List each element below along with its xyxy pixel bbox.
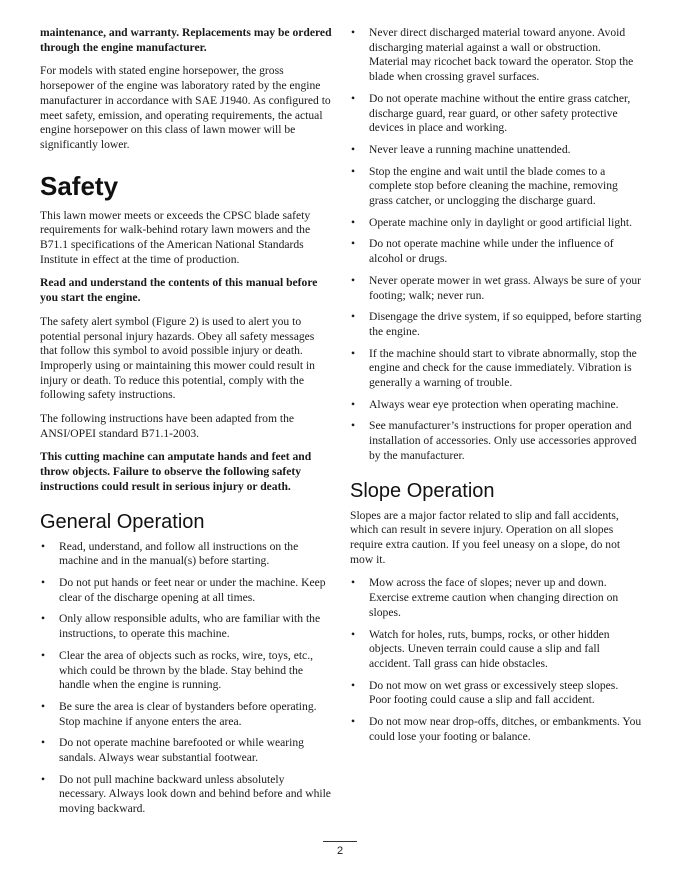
list-item: • Disengage the drive system, if so equipped, before starting the engine. [351, 310, 642, 338]
general-operation-list [40, 540, 332, 817]
list-item: • Never direct discharged material toward anyone. Avoid discharging material against a wall or obstruction. Material may ricochet back toward the operator. Stop the blade when crossing gravel surfaces. [351, 26, 634, 84]
bullet-icon: • [351, 91, 356, 105]
bullet-icon: • [41, 575, 46, 589]
bullet-icon: • [41, 772, 46, 786]
list-item: • Stop the engine and wait until the blade comes to a complete stop before cleaning the machine, removing grass catcher, or unclogging the discharge guard. [351, 164, 618, 208]
safety-intro-paragraph: This lawn mower meets or exceeds the CPSC blade safety requirements for walk-behind rotary lawn mowers and the B71.1 specifications of the American National Standards Institute in effect at the time of production. [40, 208, 311, 266]
general-operation-heading: General Operation [40, 510, 205, 533]
bullet-icon: • [351, 627, 356, 641]
left-column [40, 26, 332, 824]
bullet-icon: • [41, 612, 46, 626]
list-item: • Be sure the area is clear of bystanders before operating. Stop machine if anyone enters the area. [41, 699, 317, 728]
list-item: • Do not mow on wet grass or excessively steep slopes. Poor footing could cause a slip and fall accident. [351, 678, 619, 707]
safety-alert-paragraph: The safety alert symbol (Figure 2) is used to alert you to potential personal injury hazards. Obey all safety messages that follow this symbol to avoid possible injury or death. Improperly using or maintaining this mower could result in injury or death. To reduce this potential, comply with the following safety instructions. [40, 314, 315, 402]
bullet-icon: • [351, 215, 356, 229]
list-item: • Do not operate machine without the entire grass catcher, discharge guard, rear guard, or other safety protective devices in place and working. [351, 91, 631, 135]
list-item: • See manufacturer’s instructions for proper operation and installation of accessories. Only use accessories approved by the manufacturer. [351, 419, 637, 462]
list-item: • Watch for holes, ruts, bumps, rocks, or other hidden objects. Uneven terrain could cause a slip and fall accident. Tall grass can hide obstacles. [351, 627, 610, 670]
bullet-icon: • [41, 539, 46, 553]
list-item: • Do not operate machine while under the influence of alcohol or drugs. [351, 237, 614, 266]
bullet-icon: • [41, 648, 46, 662]
slope-intro-paragraph: Slopes are a major factor related to slip and fall accidents, which can result in severe injury. Operation on all slopes require extra caution. If you feel uneasy on a slope, do not mow it. [350, 508, 621, 566]
list-item: • Mow across the face of slopes; never up and down. Exercise extreme caution when changing direction on slopes. [351, 576, 619, 619]
bullet-icon: • [351, 142, 356, 156]
bullet-icon: • [351, 164, 356, 178]
amputation-warning: This cutting machine can amputate hands and feet and throw objects. Failure to observe the following safety instructions could result in serious injury or death. [40, 450, 312, 493]
slope-operation-list [350, 576, 642, 744]
bullet-icon: • [351, 576, 356, 590]
bullet-icon: • [351, 397, 356, 411]
bullet-icon: • [351, 273, 356, 287]
list-item: • Clear the area of objects such as rocks, wire, toys, etc., which could be thrown by the blade. Stay behind the handle when the engine is running. [41, 648, 314, 692]
list-item: • Never operate mower in wet grass. Always be sure of your footing; walk; never run. [351, 273, 642, 302]
list-item: • Read, understand, and follow all instructions on the machine and in the manual(s) before starting. [41, 539, 299, 568]
list-item: • If the machine should start to vibrate abnormally, stop the engine and check for the cause immediately. Vibration is generally a warning of trouble. [351, 346, 637, 390]
list-item: • Do not operate machine barefooted or while wearing sandals. Always wear substantial footwear. [41, 736, 304, 765]
bullet-icon: • [351, 715, 356, 729]
read-manual-notice: Read and understand the contents of this manual before you start the engine. [40, 276, 318, 305]
list-item: • Always wear eye protection when operating machine. [351, 397, 619, 411]
list-item: • Never leave a running machine unattended. [351, 142, 571, 156]
list-item: • Do not mow near drop-offs, ditches, or embankments. You could lose your footing or balance. [351, 715, 642, 743]
general-operation-list-continued [350, 26, 642, 464]
right-column [350, 26, 642, 751]
bullet-icon: • [351, 419, 356, 433]
footer-divider [323, 841, 357, 842]
list-item: • Operate machine only in daylight or good artificial light. [351, 215, 633, 229]
bullet-icon: • [351, 346, 356, 360]
safety-heading: Safety [40, 170, 119, 201]
bullet-icon: • [351, 678, 356, 692]
bullet-icon: • [41, 736, 46, 750]
warranty-text: maintenance, and warranty. Replacements may be ordered through the engine manufacturer. [40, 26, 332, 54]
list-item: • Only allow responsible adults, who are familiar with the instructions, to operate this machine. [41, 612, 321, 641]
bullet-icon: • [351, 26, 356, 39]
ansi-standard-paragraph: The following instructions have been adapted from the ANSI/OPEI standard B71.1-2003. [40, 412, 295, 440]
list-item: • Do not put hands or feet near or under the machine. Keep clear of the discharge opening at all times. [41, 575, 326, 604]
horsepower-paragraph: For models with stated engine horsepower, the gross horsepower of the engine was laboratory rated by the engine manufacturer in accordance with SAE J1940. As configured to meet safety, emission, and operating requirements, the actual engine horsepower on this class of lawn mower will be significantly lower. [40, 64, 331, 151]
slope-operation-heading: Slope Operation [350, 479, 495, 502]
bullet-icon: • [351, 310, 356, 324]
bullet-icon: • [41, 699, 46, 713]
bullet-icon: • [351, 237, 356, 251]
page-number: 2 [336, 845, 344, 857]
list-item: • Do not pull machine backward unless absolutely necessary. Always look down and behind before and while moving backward. [41, 772, 331, 816]
